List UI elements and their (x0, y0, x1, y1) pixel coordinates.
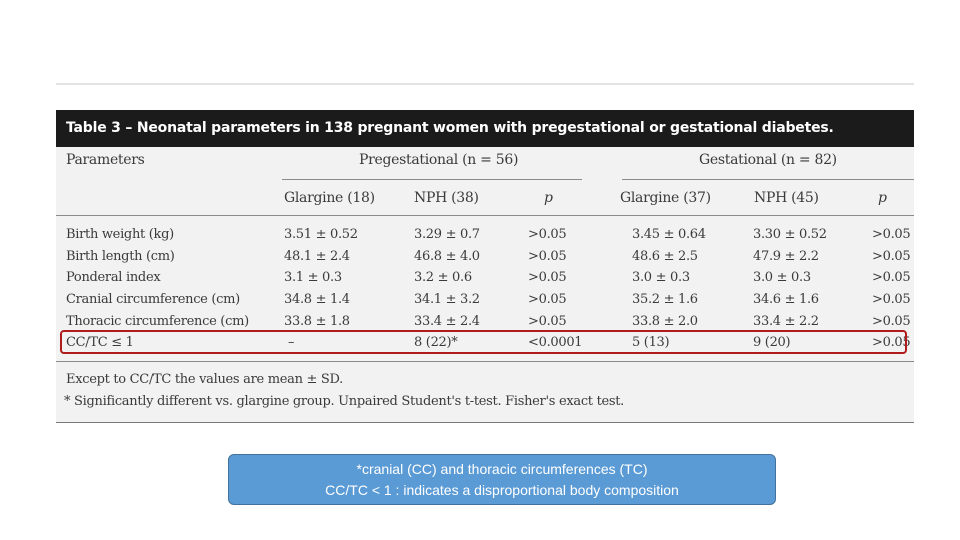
table-cell: 48.6 ± 2.5 (632, 249, 698, 264)
row-param: Ponderal index (66, 270, 161, 285)
table-cell: 33.4 ± 2.4 (414, 314, 480, 329)
table-cell: >0.05 (528, 292, 567, 307)
footnote-significance: * Significantly different vs. glargine group. Unpaired Student's t-test. Fisher's exact test. (64, 394, 625, 409)
subheader-pregestational-glargine: Glargine (18) (284, 190, 375, 206)
table-cell: >0.05 (872, 249, 911, 264)
subheader-gestational-p: p (878, 190, 887, 206)
table-cell: <0.0001 (528, 335, 583, 350)
table-cell: 3.51 ± 0.52 (284, 227, 358, 242)
table-cell: 34.8 ± 1.4 (284, 292, 350, 307)
row-param: Birth weight (kg) (66, 227, 174, 242)
table-cell: 48.1 ± 2.4 (284, 249, 350, 264)
subheader-pregestational-nph: NPH (38) (414, 190, 479, 206)
table-cell: >0.05 (528, 249, 567, 264)
header-parameters: Parameters (66, 152, 145, 168)
table-cell: 35.2 ± 1.6 (632, 292, 698, 307)
table-cell: 33.8 ± 1.8 (284, 314, 350, 329)
header-divider (56, 215, 914, 216)
table-cell: 3.29 ± 0.7 (414, 227, 480, 242)
table-cell: 34.6 ± 1.6 (753, 292, 819, 307)
table-cell: 46.8 ± 4.0 (414, 249, 480, 264)
table-cell: 3.2 ± 0.6 (414, 270, 472, 285)
table-cell: 3.1 ± 0.3 (284, 270, 342, 285)
table-cell: 47.9 ± 2.2 (753, 249, 819, 264)
body-divider (56, 361, 914, 362)
table-cell: – (288, 335, 295, 350)
subheader-gestational-nph: NPH (45) (754, 190, 819, 206)
table-cell: 3.0 ± 0.3 (632, 270, 690, 285)
table-cell: 34.1 ± 3.2 (414, 292, 480, 307)
row-param: Thoracic circumference (cm) (66, 314, 249, 329)
table-cell: >0.05 (872, 314, 911, 329)
subheader-pregestational-p: p (544, 190, 553, 206)
row-param-cctc: CC/TC ≤ 1 (66, 335, 134, 350)
table-cell: 33.4 ± 2.2 (753, 314, 819, 329)
gestational-underline (622, 179, 914, 180)
footnote-mean-sd: Except to CC/TC the values are mean ± SD. (66, 372, 344, 387)
table-cell: >0.05 (872, 270, 911, 285)
table-cell: 3.45 ± 0.64 (632, 227, 706, 242)
pregestational-underline (282, 179, 582, 180)
table-cell: 8 (22)* (414, 335, 458, 350)
row-param: Cranial circumference (cm) (66, 292, 240, 307)
table-cell: 33.8 ± 2.0 (632, 314, 698, 329)
note-line-1: *cranial (CC) and thoracic circumferences (TC) (356, 461, 648, 477)
table-cell: >0.05 (528, 270, 567, 285)
note-callout (228, 454, 776, 505)
top-divider (56, 83, 914, 85)
table-cell: >0.05 (872, 335, 911, 350)
table-cell: >0.05 (528, 227, 567, 242)
table-cell: 3.30 ± 0.52 (753, 227, 827, 242)
table-cell: 9 (20) (753, 335, 791, 350)
neonatal-parameters-table (56, 110, 914, 423)
table-cell: 5 (13) (632, 335, 670, 350)
subheader-gestational-glargine: Glargine (37) (620, 190, 711, 206)
header-pregestational: Pregestational (n = 56) (359, 152, 519, 168)
table-cell: >0.05 (872, 292, 911, 307)
note-line-2: CC/TC < 1 : indicates a disproportional body composition (325, 482, 679, 498)
table-cell: >0.05 (872, 227, 911, 242)
row-param: Birth length (cm) (66, 249, 175, 264)
table-cell: >0.05 (528, 314, 567, 329)
cctc-row-highlight (60, 330, 907, 354)
header-gestational: Gestational (n = 82) (699, 152, 837, 168)
table-title: Table 3 – Neonatal parameters in 138 pregnant women with pregestational or gestational diabetes. (56, 110, 914, 147)
table-cell: 3.0 ± 0.3 (753, 270, 811, 285)
